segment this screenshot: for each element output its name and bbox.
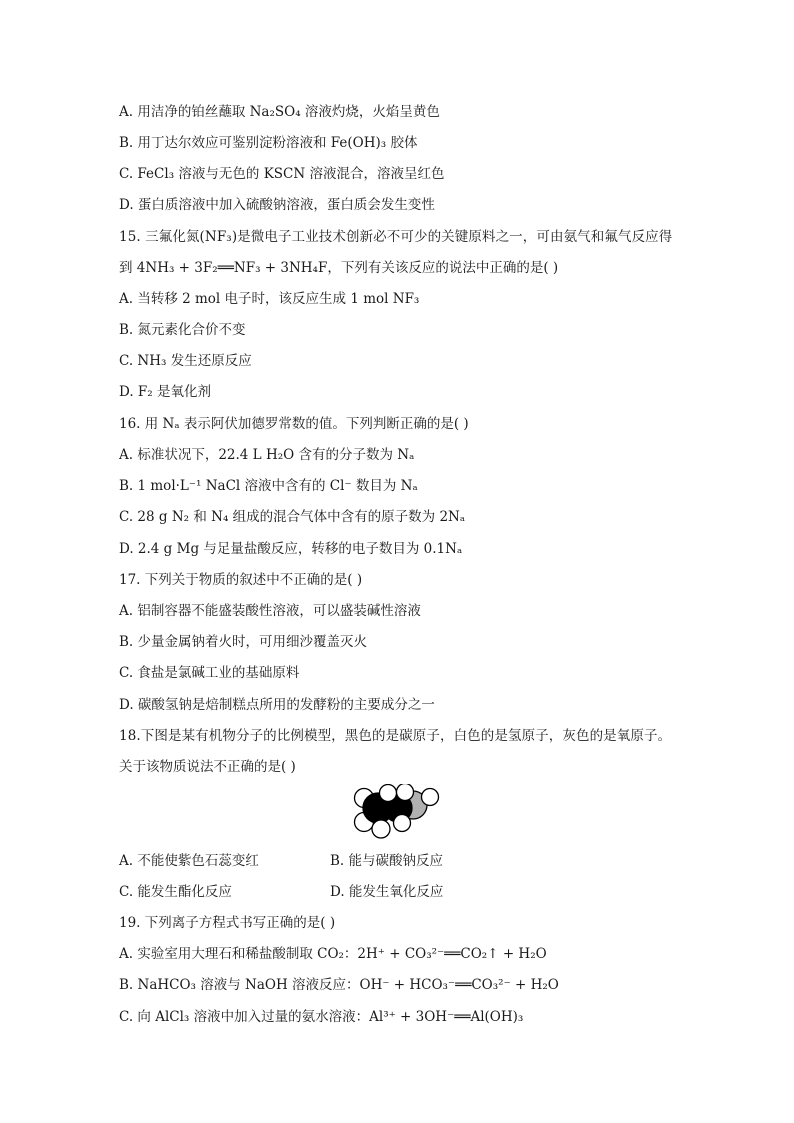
- hydrogen-atom: [372, 820, 390, 838]
- q16-option-b: B. 1 mol·L⁻¹ NaCl 溶液中含有的 Cl⁻ 数目为 Nₐ: [119, 478, 418, 494]
- q18-stem-line2: 关于该物质说法不正确的是( ): [119, 759, 296, 775]
- q15-stem-line1: 15. 三氟化氮(NF₃)是微电子工业技术创新必不可少的关键原料之一，可由氨气和氟气反应得: [119, 229, 673, 245]
- q18-option-c: C. 能发生酯化反应: [119, 884, 232, 900]
- q15-option-d: D. F₂ 是氧化剂: [119, 384, 211, 400]
- q17-option-d: D. 碳酸氢钠是焙制糕点所用的发酵粉的主要成分之一: [119, 697, 435, 713]
- q17-option-c: C. 食盐是氯碱工业的基础原料: [119, 665, 300, 681]
- q16-option-c: C. 28 g N₂ 和 N₄ 组成的混合气体中含有的原子数为 2Nₐ: [119, 509, 466, 525]
- q18-option-d: D. 能发生氧化反应: [330, 884, 444, 900]
- q18-stem-line1: 18.下图是某有机物分子的比例模型，黑色的是碳原子，白色的是氢原子，灰色的是氧原子。: [119, 728, 672, 744]
- q16-stem: 16. 用 Nₐ 表示阿伏加德罗常数的值。下列判断正确的是( ): [119, 416, 469, 432]
- q18-option-a: A. 不能使紫色石蕊变红: [119, 853, 259, 869]
- q18-option-b: B. 能与碳酸钠反应: [330, 853, 444, 869]
- q16-option-a: A. 标准状况下，22.4 L H₂O 含有的分子数为 Nₐ: [119, 447, 415, 463]
- q16-option-d: D. 2.4 g Mg 与足量盐酸反应，转移的电子数目为 0.1Nₐ: [119, 541, 463, 557]
- q14-option-c: C. FeCl₃ 溶液与无色的 KSCN 溶液混合，溶液呈红色: [119, 166, 445, 182]
- q19-stem: 19. 下列离子方程式书写正确的是( ): [119, 915, 336, 931]
- q14-option-b: B. 用丁达尔效应可鉴别淀粉溶液和 Fe(OH)₃ 胶体: [119, 135, 418, 151]
- q15-option-b: B. 氮元素化合价不变: [119, 322, 246, 338]
- hydrogen-atom: [394, 815, 411, 832]
- hydrogen-atom: [380, 785, 397, 802]
- q15-stem-line2: 到 4NH₃ + 3F₂══NF₃ + 3NH₄F，下列有关该反应的说法中正确的是( ): [119, 260, 559, 276]
- hydrogen-atom: [397, 784, 414, 801]
- q19-option-b: B. NaHCO₃ 溶液与 NaOH 溶液反应：OH⁻ + HCO₃⁻══CO₃²⁻ + H₂O: [119, 977, 559, 993]
- q14-option-a: A. 用洁净的铂丝蘸取 Na₂SO₄ 溶液灼烧，火焰呈黄色: [119, 104, 440, 120]
- q17-option-a: A. 铝制容器不能盛装酸性溶液，可以盛装碱性溶液: [119, 603, 421, 619]
- q15-option-a: A. 当转移 2 mol 电子时，该反应生成 1 mol NF₃: [119, 291, 420, 307]
- q14-option-d: D. 蛋白质溶液中加入硫酸钠溶液，蛋白质会发生变性: [119, 197, 435, 213]
- molecule-ball-model: [348, 784, 448, 840]
- hydrogen-atom: [422, 789, 439, 806]
- q19-option-c: C. 向 AlCl₃ 溶液中加入过量的氨水溶液：Al³⁺ + 3OH⁻══Al(OH)₃: [119, 1009, 524, 1025]
- q17-option-b: B. 少量金属钠着火时，可用细沙覆盖灭火: [119, 634, 368, 650]
- q17-stem: 17. 下列关于物质的叙述中不正确的是( ): [119, 572, 363, 588]
- q19-option-a: A. 实验室用大理石和稀盐酸制取 CO₂：2H⁺ + CO₃²⁻══CO₂↑ + H₂O: [119, 946, 547, 962]
- q15-option-c: C. NH₃ 发生还原反应: [119, 353, 252, 369]
